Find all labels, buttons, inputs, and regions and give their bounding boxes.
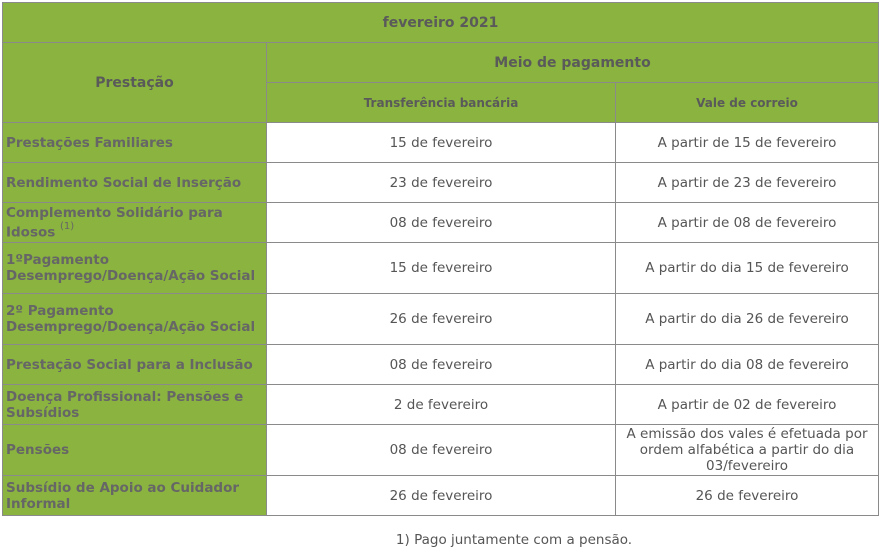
row-label: Subsídio de Apoio ao Cuidador Informal — [3, 476, 267, 516]
vale-value: 26 de fevereiro — [616, 476, 879, 516]
vale-value: A partir de 23 de fevereiro — [616, 163, 879, 203]
row-label: Pensões — [3, 425, 267, 476]
row-label-text: Complemento Solidário para Idosos — [6, 204, 223, 241]
vale-value: A partir de 02 de fevereiro — [616, 385, 879, 425]
vale-value: A partir de 08 de fevereiro — [616, 203, 879, 243]
row-label: 1ºPagamento Desemprego/Doença/Ação Social — [3, 243, 267, 294]
table-row — [3, 163, 879, 203]
table-title: fevereiro 2021 — [3, 3, 879, 43]
header-meio-pagamento: Meio de pagamento — [267, 43, 879, 83]
table-row — [3, 385, 879, 425]
transferencia-value: 08 de fevereiro — [267, 203, 616, 243]
table-row — [3, 476, 879, 516]
vale-value: A partir do dia 15 de fevereiro — [616, 243, 879, 294]
row-label — [3, 203, 267, 243]
footnote: 1) Pago juntamente com a pensão. — [395, 532, 633, 548]
row-label: 2º Pagamento Desemprego/Doença/Ação Social — [3, 294, 267, 345]
transferencia-value: 15 de fevereiro — [267, 123, 616, 163]
transferencia-value: 26 de fevereiro — [267, 294, 616, 345]
row-label: Prestações Familiares — [3, 123, 267, 163]
payment-calendar-table — [2, 2, 879, 516]
table-row — [3, 123, 879, 163]
vale-value: A partir de 15 de fevereiro — [616, 123, 879, 163]
transferencia-value: 26 de fevereiro — [267, 476, 616, 516]
table-row — [3, 243, 879, 294]
transferencia-value: 2 de fevereiro — [267, 385, 616, 425]
row-label: Doença Profissional: Pensões e Subsídios — [3, 385, 267, 425]
row-label: Rendimento Social de Inserção — [3, 163, 267, 203]
table-row — [3, 294, 879, 345]
vale-value: A emissão dos vales é efetuada por ordem alfabética a partir do dia 03/fevereiro — [616, 425, 879, 476]
table-row — [3, 345, 879, 385]
table-row — [3, 203, 879, 243]
header-prestacao: Prestação — [3, 43, 267, 123]
table-row — [3, 425, 879, 476]
header-vale: Vale de correio — [616, 83, 879, 123]
footnote-marker: (1) — [60, 220, 75, 232]
transferencia-value: 23 de fevereiro — [267, 163, 616, 203]
transferencia-value: 08 de fevereiro — [267, 425, 616, 476]
vale-value: A partir do dia 08 de fevereiro — [616, 345, 879, 385]
row-label: Prestação Social para a Inclusão — [3, 345, 267, 385]
vale-value: A partir do dia 26 de fevereiro — [616, 294, 879, 345]
transferencia-value: 08 de fevereiro — [267, 345, 616, 385]
transferencia-value: 15 de fevereiro — [267, 243, 616, 294]
header-transferencia: Transferência bancária — [267, 83, 616, 123]
